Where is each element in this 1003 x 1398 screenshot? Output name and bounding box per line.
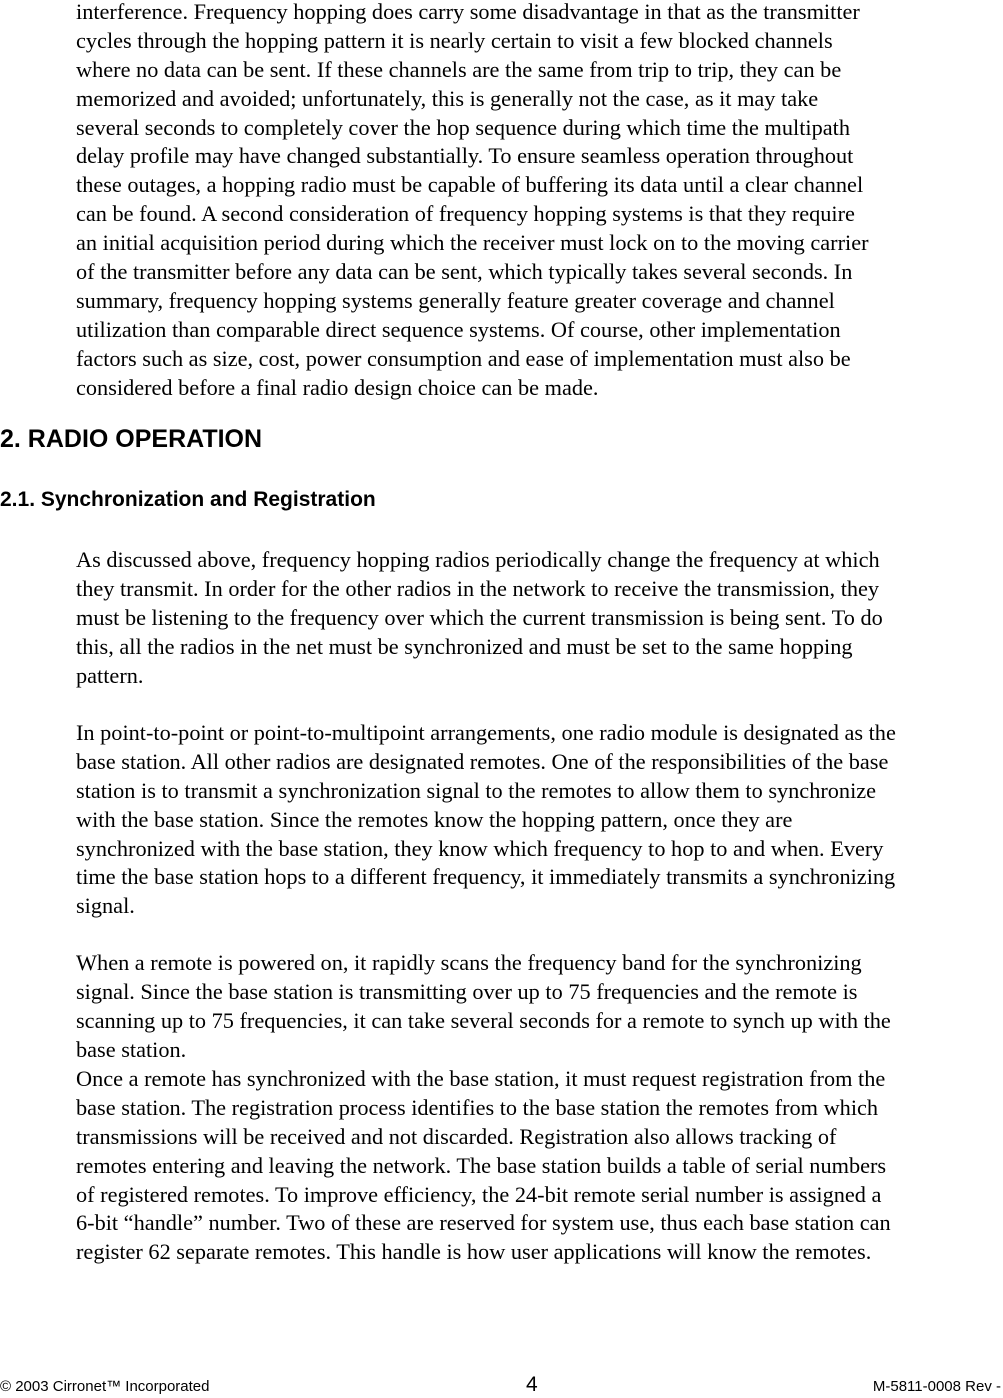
section-heading: 2. RADIO OPERATION (0, 425, 263, 453)
text-line: these outages, a hopping radio must be capable of buffering its data until a clear channel (76, 172, 864, 198)
text-line: As discussed above, frequency hopping radios periodically change the frequency at which (76, 547, 880, 572)
text-line: where no data can be sent. If these channels are the same from trip to trip, they can be (76, 56, 842, 82)
text-line: summary, frequency hopping systems generally feature greater coverage and channel (76, 287, 835, 313)
text-line: can be found. A second consideration of frequency hopping systems is that they require (76, 201, 855, 227)
paragraph-registration (76, 1065, 891, 1267)
text-line: factors such as size, cost, power consumption and ease of implementation must also be (76, 345, 851, 371)
footer-doc-id: M-5811-0008 Rev - (872, 1378, 1001, 1395)
paragraph-remote-scan (76, 949, 891, 1065)
text-line: several seconds to completely cover the hop sequence during which time the multipath (76, 114, 850, 140)
text-line: interference. Frequency hopping does carry some disadvantage in that as the transmitter (76, 0, 860, 24)
text-line: In point-to-point or point-to-multipoint arrangements, one radio module is designated as the (76, 720, 896, 745)
text-line: base station. All other radios are designated remotes. One of the responsibilities of the base (76, 748, 889, 774)
text-line: Once a remote has synchronized with the base station, it must request registration from the (76, 1066, 886, 1091)
text-line: When a remote is powered on, it rapidly scans the frequency band for the synchronizing (76, 950, 862, 975)
text-line: memorized and avoided; unfortunately, this is generally not the case, as it may take (76, 85, 819, 111)
paragraph-sync-overview (76, 546, 883, 690)
text-line: register 62 separate remotes. This handle is how user applications will know the remotes. (76, 1239, 872, 1265)
text-line: delay profile may have changed substantially. To ensure seamless operation throughout (76, 143, 854, 169)
text-line: this, all the radios in the net must be synchronized and must be set to the same hopping (76, 633, 853, 659)
text-line: base station. (76, 1036, 187, 1062)
text-line: utilization than comparable direct sequence systems. Of course, other implementation (76, 316, 841, 342)
text-line: must be listening to the frequency over which the current transmission is being sent. To do (76, 604, 883, 630)
text-line: pattern. (76, 662, 144, 688)
text-line: scanning up to 75 frequencies, it can take several seconds for a remote to synch up with the (76, 1007, 891, 1033)
text-line: with the base station. Since the remotes know the hopping pattern, once they are (76, 806, 793, 832)
footer-page-number: 4 (526, 1373, 538, 1396)
footer-copyright: © 2003 Cirronet™ Incorporated (0, 1378, 210, 1395)
text-line: base station. The registration process identifies to the base station the remotes from which (76, 1094, 879, 1120)
paragraph-base-station (76, 719, 896, 921)
text-line: signal. Since the base station is transmitting over up to 75 frequencies and the remote is (76, 978, 858, 1004)
subsection-heading: 2.1. Synchronization and Registration (0, 488, 376, 511)
text-line: remotes entering and leaving the network. The base station builds a table of serial numbers (76, 1152, 887, 1178)
text-line: of registered remotes. To improve efficiency, the 24-bit remote serial number is assigned a (76, 1181, 882, 1207)
text-line: considered before a final radio design choice can be made. (76, 374, 599, 400)
intro-paragraph (76, 0, 869, 402)
text-line: 6-bit “handle” number. Two of these are reserved for system use, thus each base station can (76, 1210, 891, 1236)
text-line: of the transmitter before any data can be sent, which typically takes several seconds. In (76, 259, 853, 285)
text-line: cycles through the hopping pattern it is nearly certain to visit a few blocked channels (76, 27, 833, 53)
text-line: signal. (76, 893, 135, 919)
text-line: they transmit. In order for the other radios in the network to receive the transmission, they (76, 575, 880, 601)
text-line: station is to transmit a synchronization signal to the remotes to allow them to synchronize (76, 777, 877, 803)
text-line: transmissions will be received and not discarded. Registration also allows tracking of (76, 1123, 837, 1149)
text-line: synchronized with the base station, they know which frequency to hop to and when. Every (76, 835, 884, 861)
text-line: an initial acquisition period during which the receiver must lock on to the moving carrier (76, 230, 869, 256)
text-line: time the base station hops to a different frequency, it immediately transmits a synchronizing (76, 864, 896, 890)
